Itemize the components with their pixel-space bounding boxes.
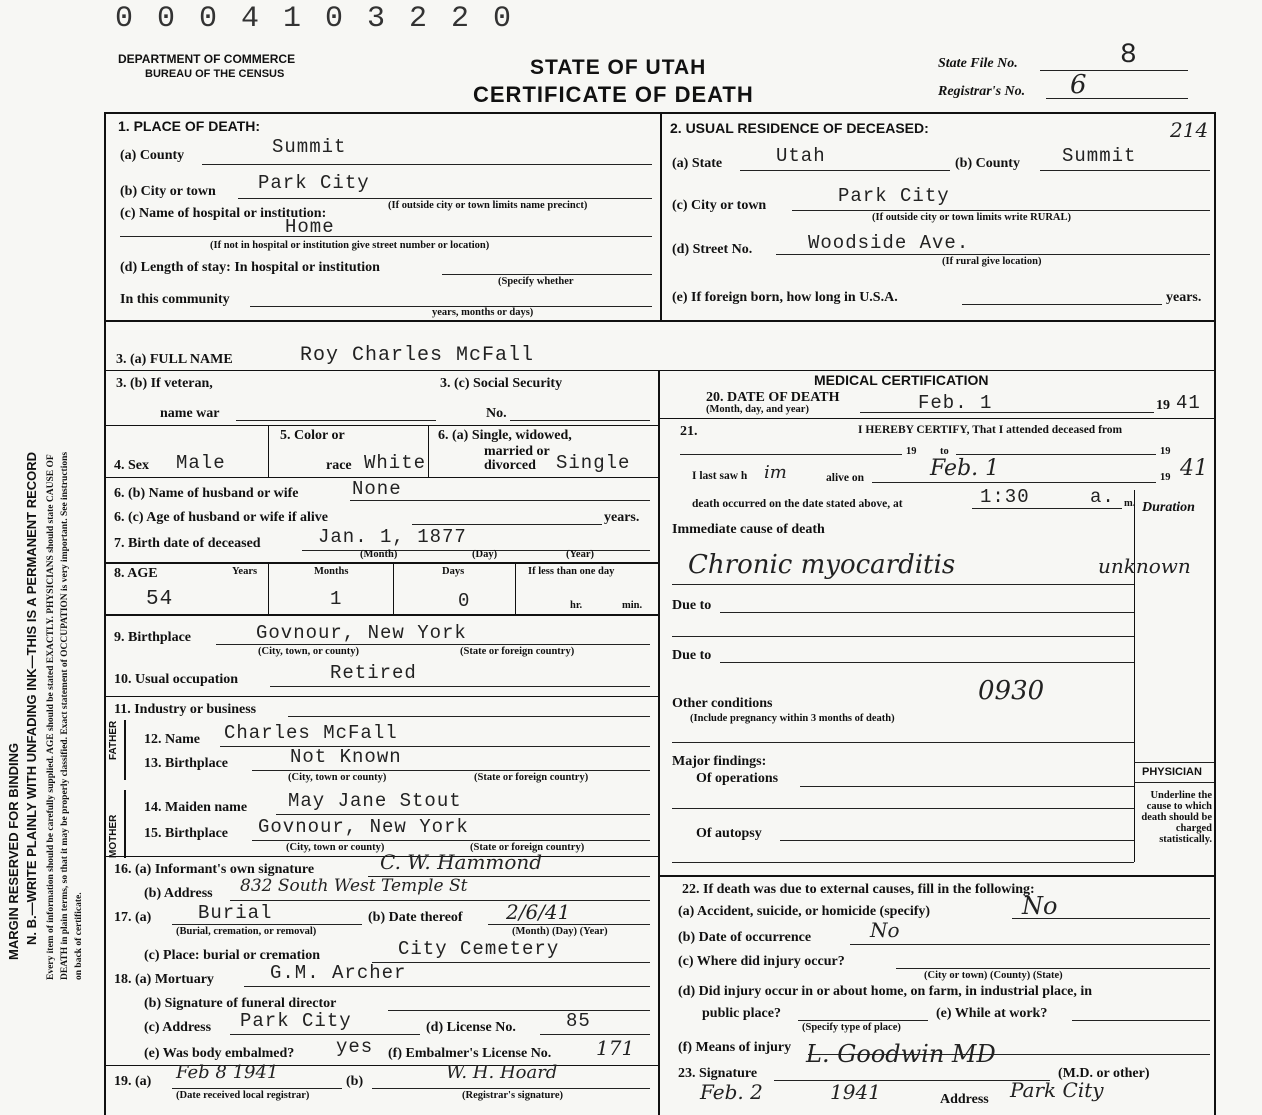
age-days-value: 0 bbox=[458, 590, 471, 612]
birthplace-state-note: (State or foreign country) bbox=[460, 646, 575, 657]
age-months-value: 1 bbox=[330, 588, 343, 610]
father-city-note: (City, town or county) bbox=[288, 772, 387, 783]
while-at-work-label: (e) While at work? bbox=[936, 1006, 1048, 1021]
sex-value: Male bbox=[176, 452, 226, 474]
margin-binding-note: MARGIN RESERVED FOR BINDING bbox=[6, 742, 21, 960]
attended-from-year: 19 bbox=[906, 446, 917, 457]
due-to-label-2: Due to bbox=[672, 648, 712, 663]
ss-number-label: No. bbox=[486, 406, 507, 421]
birthplace-value: Govnour, New York bbox=[256, 622, 467, 644]
certify-number: 21. bbox=[680, 424, 698, 439]
injury-location-label: (c) Where did injury occur? bbox=[678, 954, 845, 969]
funeral-address-value: Park City bbox=[240, 1010, 352, 1032]
md-or-other-note: (M.D. or other) bbox=[1058, 1066, 1150, 1081]
age-years-value: 54 bbox=[146, 588, 174, 611]
major-findings-label: Major findings: bbox=[672, 754, 767, 769]
bureau-label: BUREAU OF THE CENSUS bbox=[145, 68, 285, 80]
accident-value: No bbox=[1022, 892, 1058, 920]
foreign-born-label: (e) If foreign born, how long in U.S.A. bbox=[672, 290, 898, 305]
residence-street-label: (d) Street No. bbox=[672, 242, 753, 257]
disposal-date-label: (b) Date thereof bbox=[368, 910, 463, 925]
attended-to-year: 19 bbox=[1160, 446, 1171, 457]
minutes-label: min. bbox=[622, 600, 643, 611]
marital-label-2: married or bbox=[484, 444, 550, 459]
mortuary-value: G.M. Archer bbox=[270, 962, 407, 984]
death-time-value: 1:30 bbox=[980, 486, 1030, 508]
margin-instructions-3: on back of certificate. bbox=[74, 892, 84, 980]
death-city-value: Park City bbox=[258, 172, 370, 194]
funeral-director-label: (b) Signature of funeral director bbox=[144, 996, 337, 1011]
in-community-label: In this community bbox=[120, 292, 230, 307]
registrar-number: 6 bbox=[1070, 70, 1087, 100]
alive-on-date: Feb. 1 bbox=[930, 456, 1000, 481]
occupation-label: 10. Usual occupation bbox=[114, 672, 239, 687]
death-year-value: 41 bbox=[1176, 392, 1201, 414]
physician-signature: L. Goodwin MD bbox=[806, 1040, 996, 1068]
informant-address-label: (b) Address bbox=[144, 886, 213, 901]
means-of-injury-label: (f) Means of injury bbox=[678, 1040, 792, 1055]
signature-year: 1941 bbox=[830, 1080, 881, 1104]
age-days-col: Days bbox=[442, 566, 465, 577]
father-birthplace-value: Not Known bbox=[290, 746, 402, 768]
immediate-cause-label: Immediate cause of death bbox=[672, 522, 825, 537]
mother-name-label: 14. Maiden name bbox=[144, 800, 248, 815]
margin-instructions-1: Every item of information should be carefully supplied. AGE should be stated EXACTLY. PHYSICIANS should state CAUSE OF bbox=[46, 454, 56, 980]
margin-permanent-record-note: N. B.—WRITE PLAINLY WITH UNFADING INK—THIS IS A PERMANENT RECORD bbox=[24, 451, 39, 945]
registrar-signature: W. H. Hoard bbox=[446, 1062, 558, 1083]
disposal-date-value: 2/6/41 bbox=[506, 900, 571, 924]
alive-on-label: alive on bbox=[826, 472, 865, 484]
social-security-label: 3. (c) Social Security bbox=[440, 376, 563, 391]
attended-to-label: to bbox=[940, 446, 949, 457]
death-date-note: (Month, day, and year) bbox=[706, 404, 809, 415]
industry-label: 11. Industry or business bbox=[114, 702, 257, 717]
informant-signature: C. W. Hammond bbox=[380, 850, 543, 874]
document-title: CERTIFICATE OF DEATH bbox=[473, 82, 754, 107]
informant-address-value: 832 South West Temple St bbox=[240, 876, 468, 896]
state-file-label: State File No. bbox=[938, 56, 1018, 71]
mother-birthplace-value: Govnour, New York bbox=[258, 816, 469, 838]
embalmer-license-value: 171 bbox=[596, 1036, 635, 1060]
state-title: STATE OF UTAH bbox=[530, 56, 707, 79]
physician-signature-label: 23. Signature bbox=[678, 1066, 758, 1081]
spouse-years-label: years. bbox=[604, 510, 640, 525]
certificate-number: 0 0 0 4 1 0 3 2 2 0 bbox=[115, 2, 515, 36]
operations-label: Of operations bbox=[696, 771, 779, 786]
foreign-years-label: years. bbox=[1166, 290, 1202, 305]
race-label: race bbox=[326, 458, 352, 473]
underline-note: Underline the cause to which death should be charged statistically. bbox=[1141, 790, 1212, 845]
informant-label: 16. (a) Informant's own signature bbox=[114, 862, 315, 877]
department-label: DEPARTMENT OF COMMERCE bbox=[118, 52, 296, 66]
color-label: 5. Color or bbox=[280, 428, 345, 443]
last-saw-label: I last saw h bbox=[692, 470, 748, 482]
last-saw-pronoun: im bbox=[764, 462, 787, 483]
physician-address-label: Address bbox=[940, 1092, 989, 1107]
alive-on-year: 41 bbox=[1180, 456, 1208, 481]
father-name-value: Charles McFall bbox=[224, 722, 398, 744]
race-value: White bbox=[364, 452, 427, 474]
street-location-note: (If not in hospital or institution give street number or location) bbox=[210, 240, 490, 251]
spouse-label: 6. (b) Name of husband or wife bbox=[114, 486, 299, 501]
immediate-cause-value: Chronic myocarditis bbox=[688, 550, 956, 580]
immediate-cause-duration: unknown bbox=[1098, 554, 1191, 578]
birth-date-label: 7. Birth date of deceased bbox=[114, 536, 261, 551]
death-date-label: 20. DATE OF DEATH bbox=[706, 390, 840, 405]
death-time-ampm: a. bbox=[1090, 486, 1115, 508]
marital-label-3: divorced bbox=[484, 458, 536, 473]
occupation-value: Retired bbox=[330, 662, 417, 684]
other-conditions-label: Other conditions bbox=[672, 696, 773, 711]
registrar-date-note: (Date received local registrar) bbox=[176, 1090, 310, 1101]
disposal-date-note: (Month) (Day) (Year) bbox=[512, 926, 608, 937]
registrar-signature-label: (b) bbox=[346, 1074, 364, 1089]
duration-label: Duration bbox=[1142, 500, 1195, 515]
registrar-date-label: 19. (a) bbox=[114, 1074, 152, 1089]
signature-date: Feb. 2 bbox=[700, 1080, 763, 1104]
death-county-value: Summit bbox=[272, 136, 347, 158]
age-less-day-col: If less than one day bbox=[528, 566, 615, 577]
burial-place-value: City Cemetery bbox=[398, 938, 560, 960]
accident-label: (a) Accident, suicide, or homicide (specify) bbox=[678, 904, 931, 919]
full-name-label: 3. (a) FULL NAME bbox=[116, 352, 233, 367]
place-type-note: (Specify type of place) bbox=[802, 1022, 901, 1033]
length-of-stay-label: (d) Length of stay: In hospital or institution bbox=[120, 260, 380, 275]
mother-name-value: May Jane Stout bbox=[288, 790, 462, 812]
death-year-prefix: 19 bbox=[1156, 398, 1170, 413]
due-to-label-1: Due to bbox=[672, 598, 712, 613]
age-years-col: Years bbox=[232, 566, 258, 577]
spouse-age-label: 6. (c) Age of husband or wife if alive bbox=[114, 510, 329, 525]
mortuary-label: 18. (a) Mortuary bbox=[114, 972, 214, 987]
rural-location-note: (If rural give location) bbox=[942, 256, 1042, 267]
birthplace-city-note: (City, town, or county) bbox=[258, 646, 360, 657]
public-place-label: public place? bbox=[702, 1006, 781, 1021]
hours-label: hr. bbox=[570, 600, 583, 611]
birth-month-note: (Month) bbox=[360, 549, 398, 560]
veteran-label: 3. (b) If veteran, bbox=[116, 376, 213, 391]
registrar-signature-note: (Registrar's signature) bbox=[462, 1090, 563, 1101]
pregnancy-note: (Include pregnancy within 3 months of death) bbox=[690, 713, 895, 724]
injury-location-note: (City or town) (County) (State) bbox=[924, 970, 1063, 981]
embalmer-license-label: (f) Embalmer's License No. bbox=[388, 1046, 552, 1061]
license-label: (d) License No. bbox=[426, 1020, 516, 1035]
disposal-label: 17. (a) bbox=[114, 910, 152, 925]
corner-mark: 214 bbox=[1170, 118, 1209, 142]
father-name-label: 12. Name bbox=[144, 732, 200, 747]
hospital-value: Home bbox=[285, 216, 335, 238]
funeral-address-label: (c) Address bbox=[144, 1020, 212, 1035]
disposal-value: Burial bbox=[198, 902, 273, 924]
mother-state-note: (State or foreign country) bbox=[470, 842, 585, 853]
registrar-number-label: Registrar's No. bbox=[938, 84, 1026, 99]
disposal-note: (Burial, cremation, or removal) bbox=[176, 926, 317, 937]
age-label: 8. AGE bbox=[114, 566, 158, 581]
alive-on-year-prefix: 19 bbox=[1160, 472, 1171, 483]
injury-place-label: (d) Did injury occur in or about home, on farm, in industrial place, in bbox=[678, 984, 1093, 999]
father-side-label: FATHER bbox=[108, 720, 119, 760]
spouse-value: None bbox=[352, 478, 402, 500]
age-months-col: Months bbox=[314, 566, 349, 577]
hospital-note: (If outside city or town limits name precinct) bbox=[388, 200, 588, 211]
birth-day-note: (Day) bbox=[472, 549, 498, 560]
occurrence-date-value: No bbox=[870, 918, 900, 942]
residence-city-value: Park City bbox=[838, 185, 950, 207]
mother-side-label: MOTHER bbox=[108, 814, 119, 858]
cause-code: 0930 bbox=[978, 676, 1045, 706]
rural-note: (If outside city or town limits write RURAL) bbox=[872, 212, 1071, 223]
residence-heading: 2. USUAL RESIDENCE OF DECEASED: bbox=[670, 120, 929, 136]
external-causes-heading: 22. If death was due to external causes, fill in the following: bbox=[682, 882, 1035, 897]
war-label: name war bbox=[160, 406, 220, 421]
full-name-value: Roy Charles McFall bbox=[300, 344, 535, 367]
mother-city-note: (City, town or county) bbox=[286, 842, 385, 853]
residence-county-label: (b) County bbox=[955, 156, 1020, 171]
units-note: years, months or days) bbox=[432, 307, 534, 318]
mother-birthplace-label: 15. Birthplace bbox=[144, 826, 228, 841]
residence-state-label: (a) State bbox=[672, 156, 723, 171]
place-of-death-heading: 1. PLACE OF DEATH: bbox=[118, 118, 261, 134]
residence-county-value: Summit bbox=[1062, 145, 1137, 167]
margin-instructions-2: DEATH in plain terms, so that it may be properly classified. Exact statement of OCCUPATION is very important. See instructions bbox=[60, 451, 70, 980]
medical-heading: MEDICAL CERTIFICATION bbox=[814, 372, 989, 388]
birth-year-note: (Year) bbox=[566, 549, 594, 560]
state-file-number: 8 bbox=[1120, 40, 1138, 71]
death-time-m: m. bbox=[1124, 498, 1136, 509]
death-county-label: (a) County bbox=[120, 148, 185, 163]
certify-text: I HEREBY CERTIFY, That I attended deceased from bbox=[858, 424, 1123, 436]
marital-value: Single bbox=[556, 452, 631, 474]
embalmed-value: yes bbox=[336, 1036, 374, 1058]
physician-label: PHYSICIAN bbox=[1142, 766, 1202, 778]
license-value: 85 bbox=[566, 1010, 591, 1032]
birthplace-label: 9. Birthplace bbox=[114, 630, 191, 645]
autopsy-label: Of autopsy bbox=[696, 826, 762, 841]
residence-state-value: Utah bbox=[776, 145, 826, 167]
sex-label: 4. Sex bbox=[114, 458, 149, 473]
physician-address: Park City bbox=[1010, 1078, 1104, 1102]
father-state-note: (State or foreign country) bbox=[474, 772, 589, 783]
father-birthplace-label: 13. Birthplace bbox=[144, 756, 228, 771]
death-occurred-label: death occurred on the date stated above, at bbox=[692, 498, 903, 510]
occurrence-date-label: (b) Date of occurrence bbox=[678, 930, 812, 945]
burial-place-label: (c) Place: burial or cremation bbox=[144, 948, 320, 963]
marital-label-1: 6. (a) Single, widowed, bbox=[438, 428, 572, 443]
death-city-label: (b) City or town bbox=[120, 184, 216, 199]
death-date-value: Feb. 1 bbox=[918, 392, 993, 414]
residence-street-value: Woodside Ave. bbox=[808, 232, 970, 254]
residence-city-label: (c) City or town bbox=[672, 198, 767, 213]
hospital-label: (c) Name of hospital or institution: bbox=[120, 206, 327, 221]
registrar-date-value: Feb 8 1941 bbox=[176, 1062, 279, 1083]
embalmed-label: (e) Was body embalmed? bbox=[144, 1046, 295, 1061]
specify-note: (Specify whether bbox=[498, 276, 574, 287]
birth-date-value: Jan. 1, 1877 bbox=[318, 526, 467, 548]
